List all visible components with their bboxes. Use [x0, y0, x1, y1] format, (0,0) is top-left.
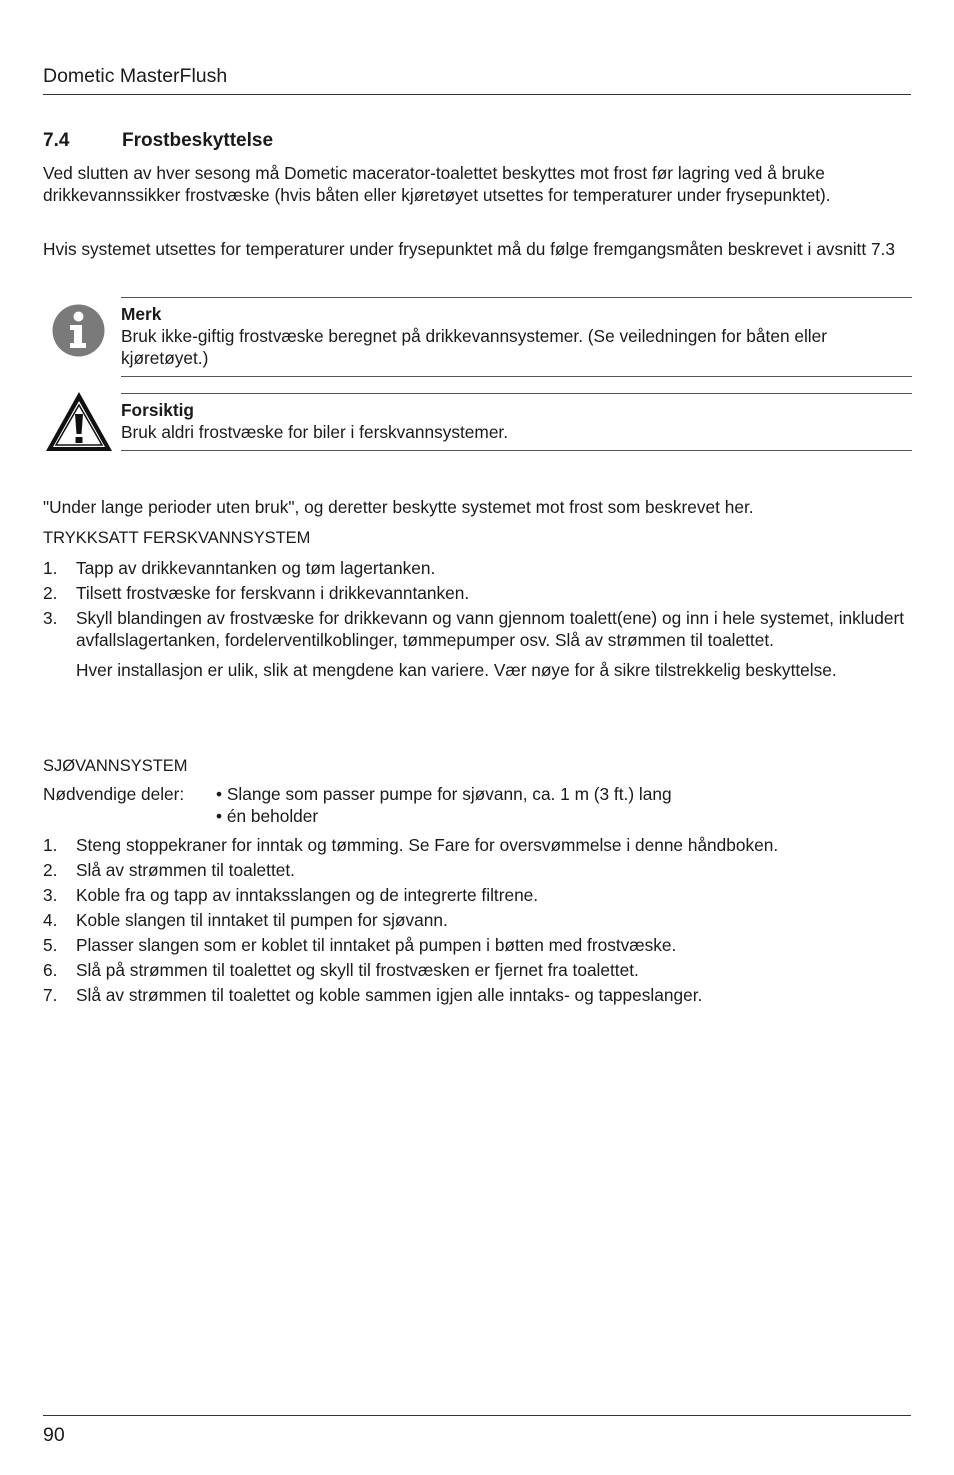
transition-paragraph: "Under lange perioder uten bruk", og deretter beskytte systemet mot frost som beskrevet her. — [43, 497, 754, 517]
step-text: Skyll blandingen av frostvæske for drikkevann og vann gjennom toalett(ene) og inn i hele systemet, inkludert avfallslagertanken, fordelerventilkoblinger, tømmepumper osv. Slå av strømmen til toalettet. — [76, 608, 905, 650]
page-number: 90 — [43, 1424, 65, 1446]
step-number: 1. — [43, 558, 58, 578]
step-number: 1. — [43, 835, 58, 855]
step-number: 6. — [43, 960, 58, 980]
fresh-water-heading: TRYKKSATT FERSKVANNSYSTEM — [43, 529, 311, 547]
fresh-water-steps — [43, 557, 909, 684]
step-text: Steng stoppekraner for inntak og tømming. Se Fare for oversvømmelse i denne håndboken. — [76, 835, 779, 855]
header-title: Dometic MasterFlush — [43, 65, 228, 87]
list-item: • én beholder — [216, 806, 319, 826]
list-item — [43, 959, 909, 981]
parts-list — [216, 783, 906, 827]
step-text: Slå av strømmen til toalettet og koble sammen igjen alle inntaks- og tappeslanger. — [76, 985, 703, 1005]
step-text: Slå av strømmen til toalettet. — [76, 860, 295, 880]
list-item — [43, 884, 909, 906]
list-item — [43, 582, 909, 604]
step-text: Tilsett frostvæske for ferskvann i drikkevanntanken. — [76, 583, 470, 603]
list-item — [43, 834, 909, 856]
list-item — [43, 607, 909, 651]
step-number: 7. — [43, 985, 58, 1005]
parts-label: Nødvendige deler: — [43, 784, 185, 804]
section-title — [43, 129, 273, 153]
list-item — [43, 557, 909, 579]
list-item — [43, 659, 909, 681]
note-title: Merk — [121, 304, 162, 324]
list-item — [43, 909, 909, 931]
sea-water-heading: SJØVANNSYSTEM — [43, 757, 188, 775]
caution-title: Forsiktig — [121, 400, 194, 420]
list-item — [43, 984, 909, 1006]
list-item — [43, 934, 909, 956]
step-text: Koble fra og tapp av inntaksslangen og de integrerte filtrene. — [76, 885, 539, 905]
page-footer — [43, 1415, 911, 1447]
page-header — [43, 64, 911, 95]
list-item — [43, 859, 909, 881]
fresh-water-note: Hver installasjon er ulik, slik at mengdene kan variere. Vær nøye for å sikre tilstrekkelig beskyttelse. — [76, 660, 837, 680]
step-text: Koble slangen til inntaket til pumpen for sjøvann. — [76, 910, 448, 930]
sea-water-steps — [43, 834, 909, 1009]
list-item: • Slange som passer pumpe for sjøvann, ca. 1 m (3 ft.) lang — [216, 784, 672, 804]
step-number: 4. — [43, 910, 58, 930]
section-number: 7.4 — [43, 130, 70, 151]
caution-block — [121, 393, 912, 451]
note-text: Bruk ikke-giftig frostvæske beregnet på drikkevannsystemer. (Se veiledningen for båten eller kjøretøyet.) — [121, 326, 828, 368]
info-icon — [51, 303, 106, 363]
note-block — [121, 297, 912, 377]
step-number: 5. — [43, 935, 58, 955]
step-text: Plasser slangen som er koblet til inntaket på pumpen i bøtten med frostvæske. — [76, 935, 677, 955]
step-text: Slå på strømmen til toalettet og skyll til frostvæsken er fjernet fra toalettet. — [76, 960, 639, 980]
section-heading: Frostbeskyttelse — [122, 130, 274, 151]
caution-text: Bruk aldri frostvæske for biler i ferskvannsystemer. — [121, 422, 509, 442]
step-number: 2. — [43, 860, 58, 880]
step-number: 3. — [43, 885, 58, 905]
step-number: 2. — [43, 583, 58, 603]
step-number: 3. — [43, 608, 58, 628]
intro-paragraph-2: Hvis systemet utsettes for temperaturer under frysepunktet må du følge fremgangsmåten beskrevet i avsnitt 7.3 — [43, 239, 895, 259]
intro-paragraph-1: Ved slutten av hver sesong må Dometic macerator-toalettet beskyttes mot frost før lagring ved å bruke drikkevannssikker frostvæske (hvis båten eller kjøretøyet utsettes for temperaturer under frysepunktet). — [43, 163, 831, 205]
step-text: Tapp av drikkevanntanken og tøm lagertanken. — [76, 558, 436, 578]
warning-icon — [44, 390, 114, 458]
